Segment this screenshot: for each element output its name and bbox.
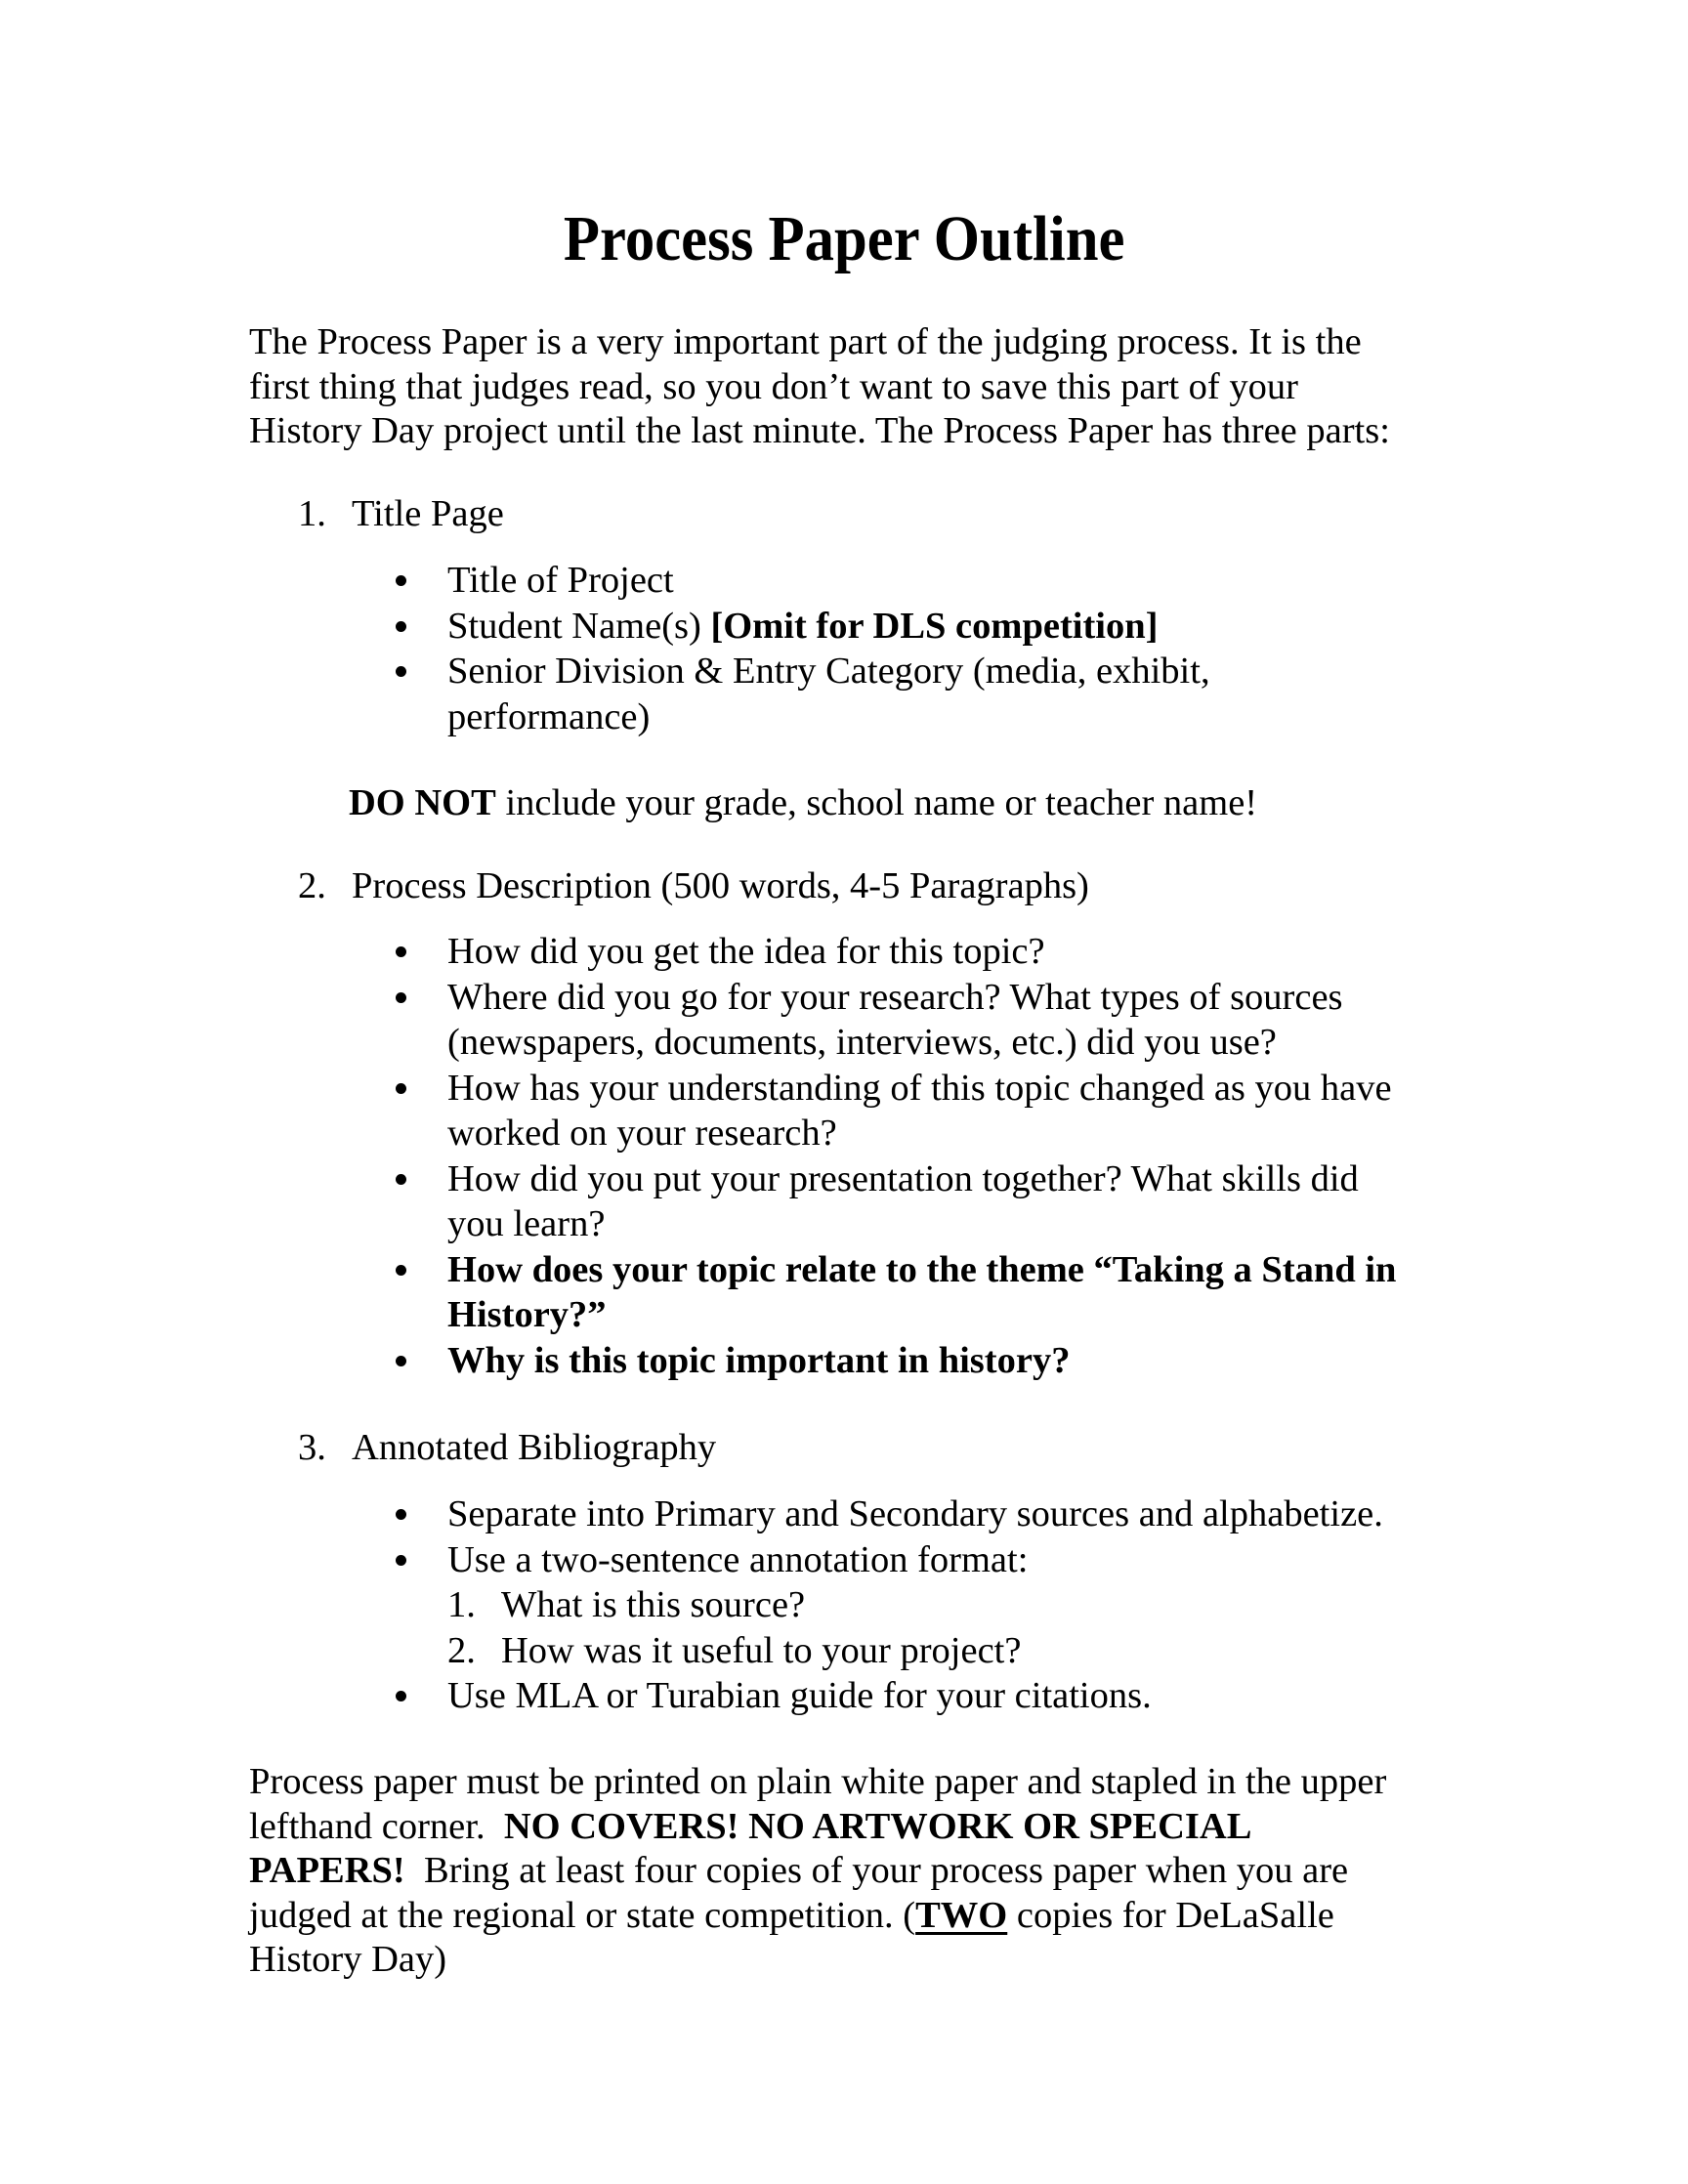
intro-line: first thing that judges read, so you don’t want to save this part of your xyxy=(249,365,1298,407)
closing-line: History Day) xyxy=(249,1939,447,1980)
list-item-text: (newspapers, documents, interviews, etc.) did you use? xyxy=(447,1022,1277,1063)
section-number: 2. xyxy=(298,865,326,906)
list-item-text: Separate into Primary and Secondary sources and alphabetize. xyxy=(447,1493,1383,1534)
list-item-text: performance) xyxy=(447,695,651,737)
list-item-text: Use MLA or Turabian guide for your citations. xyxy=(447,1675,1152,1716)
note-emphasis: DO NOT xyxy=(349,782,496,823)
list-item xyxy=(396,558,1519,604)
list-item-text: Where did you go for your research? What types of sources xyxy=(447,976,1343,1018)
list-item-text: History?” xyxy=(447,1294,607,1335)
bullet-icon xyxy=(396,1555,406,1566)
list-item-text: Why is this topic important in history? xyxy=(447,1339,1071,1381)
intro-paragraph xyxy=(249,320,1519,454)
section-heading: Title Page xyxy=(352,493,504,534)
closing-underlined-emphasis: TWO xyxy=(915,1894,1008,1936)
list-item-text: Use a two-sentence annotation format: xyxy=(447,1538,1029,1580)
intro-line: The Process Paper is a very important part of the judging process. It is the xyxy=(249,321,1362,362)
closing-emphasis: NO COVERS! NO ARTWORK OR SPECIAL xyxy=(503,1805,1252,1847)
closing-line: Process paper must be printed on plain white paper and stapled in the upper xyxy=(249,1761,1387,1802)
closing-text: lefthand corner. xyxy=(249,1805,504,1847)
list-item xyxy=(396,1338,1519,1384)
list-item-text: worked on your research? xyxy=(447,1113,837,1154)
bullet-icon xyxy=(396,666,406,677)
list-item-text: How did you put your presentation together? What skills did xyxy=(447,1157,1359,1199)
list-item-text: you learn? xyxy=(447,1203,606,1244)
bullet-icon xyxy=(396,1509,406,1520)
bullet-icon xyxy=(396,1691,406,1701)
closing-line xyxy=(249,1805,1519,1850)
closing-paragraph xyxy=(249,1760,1519,1983)
bibliography-bullets xyxy=(396,1491,1519,1719)
section-heading-annotated-bibliography xyxy=(298,1425,716,1470)
sub-item-number: 1. xyxy=(447,1584,476,1625)
intro-line: History Day project until the last minute. The Process Paper has three parts: xyxy=(249,410,1390,451)
process-description-bullets xyxy=(396,929,1519,1383)
bullet-icon xyxy=(396,946,406,957)
section-heading: Process Description (500 words, 4-5 Paragraphs) xyxy=(352,865,1089,906)
section-heading-title-page xyxy=(298,491,504,536)
sub-item-text: How was it useful to your project? xyxy=(501,1629,1022,1671)
do-not-note xyxy=(349,780,1257,825)
bullet-icon xyxy=(396,992,406,1003)
list-item-text: How has your understanding of this topic changed as you have xyxy=(447,1067,1392,1109)
note-text: include your grade, school name or teacher name! xyxy=(495,782,1258,823)
bullet-icon xyxy=(396,621,406,632)
list-item-text: How does your topic relate to the theme “Taking a Stand in xyxy=(447,1248,1397,1290)
section-heading-process-description xyxy=(298,863,1089,908)
page-title: Process Paper Outline xyxy=(563,203,1125,274)
list-item xyxy=(396,929,1519,975)
list-item xyxy=(396,975,1519,1066)
bullet-icon xyxy=(396,1356,406,1366)
sub-list-item xyxy=(396,1628,1519,1674)
list-item xyxy=(396,1673,1519,1719)
section-number: 1. xyxy=(298,493,326,534)
closing-text: judged at the regional or state competition. ( xyxy=(249,1894,916,1936)
title-page-bullets xyxy=(396,558,1519,739)
list-item-text: How did you get the idea for this topic? xyxy=(447,931,1045,972)
closing-text: Bring at least four copies of your process paper when you are xyxy=(404,1850,1349,1891)
list-item xyxy=(396,1537,1519,1583)
list-item xyxy=(396,604,1519,650)
bullet-icon xyxy=(396,575,406,586)
sub-list-item xyxy=(396,1582,1519,1628)
closing-emphasis: PAPERS! xyxy=(249,1850,405,1891)
sub-item-text: What is this source? xyxy=(501,1584,806,1625)
list-item xyxy=(396,1156,1519,1247)
sub-item-number: 2. xyxy=(447,1629,476,1671)
list-item xyxy=(396,1066,1519,1156)
list-item xyxy=(396,649,1519,739)
list-item-text: Senior Division & Entry Category (media, exhibit, xyxy=(447,651,1210,692)
bullet-icon xyxy=(396,1083,406,1094)
closing-text: copies for DeLaSalle xyxy=(1007,1894,1334,1936)
list-item-text: Student Name(s) xyxy=(447,605,711,647)
bullet-icon xyxy=(396,1174,406,1185)
list-item-text: Title of Project xyxy=(447,560,674,601)
section-number: 3. xyxy=(298,1427,326,1468)
bullet-icon xyxy=(396,1265,406,1276)
section-heading: Annotated Bibliography xyxy=(352,1427,717,1468)
list-item xyxy=(396,1247,1519,1338)
list-item xyxy=(396,1491,1519,1537)
closing-line xyxy=(249,1849,1519,1894)
list-item-emphasis: [Omit for DLS competition] xyxy=(710,605,1159,647)
closing-line xyxy=(249,1894,1519,1939)
